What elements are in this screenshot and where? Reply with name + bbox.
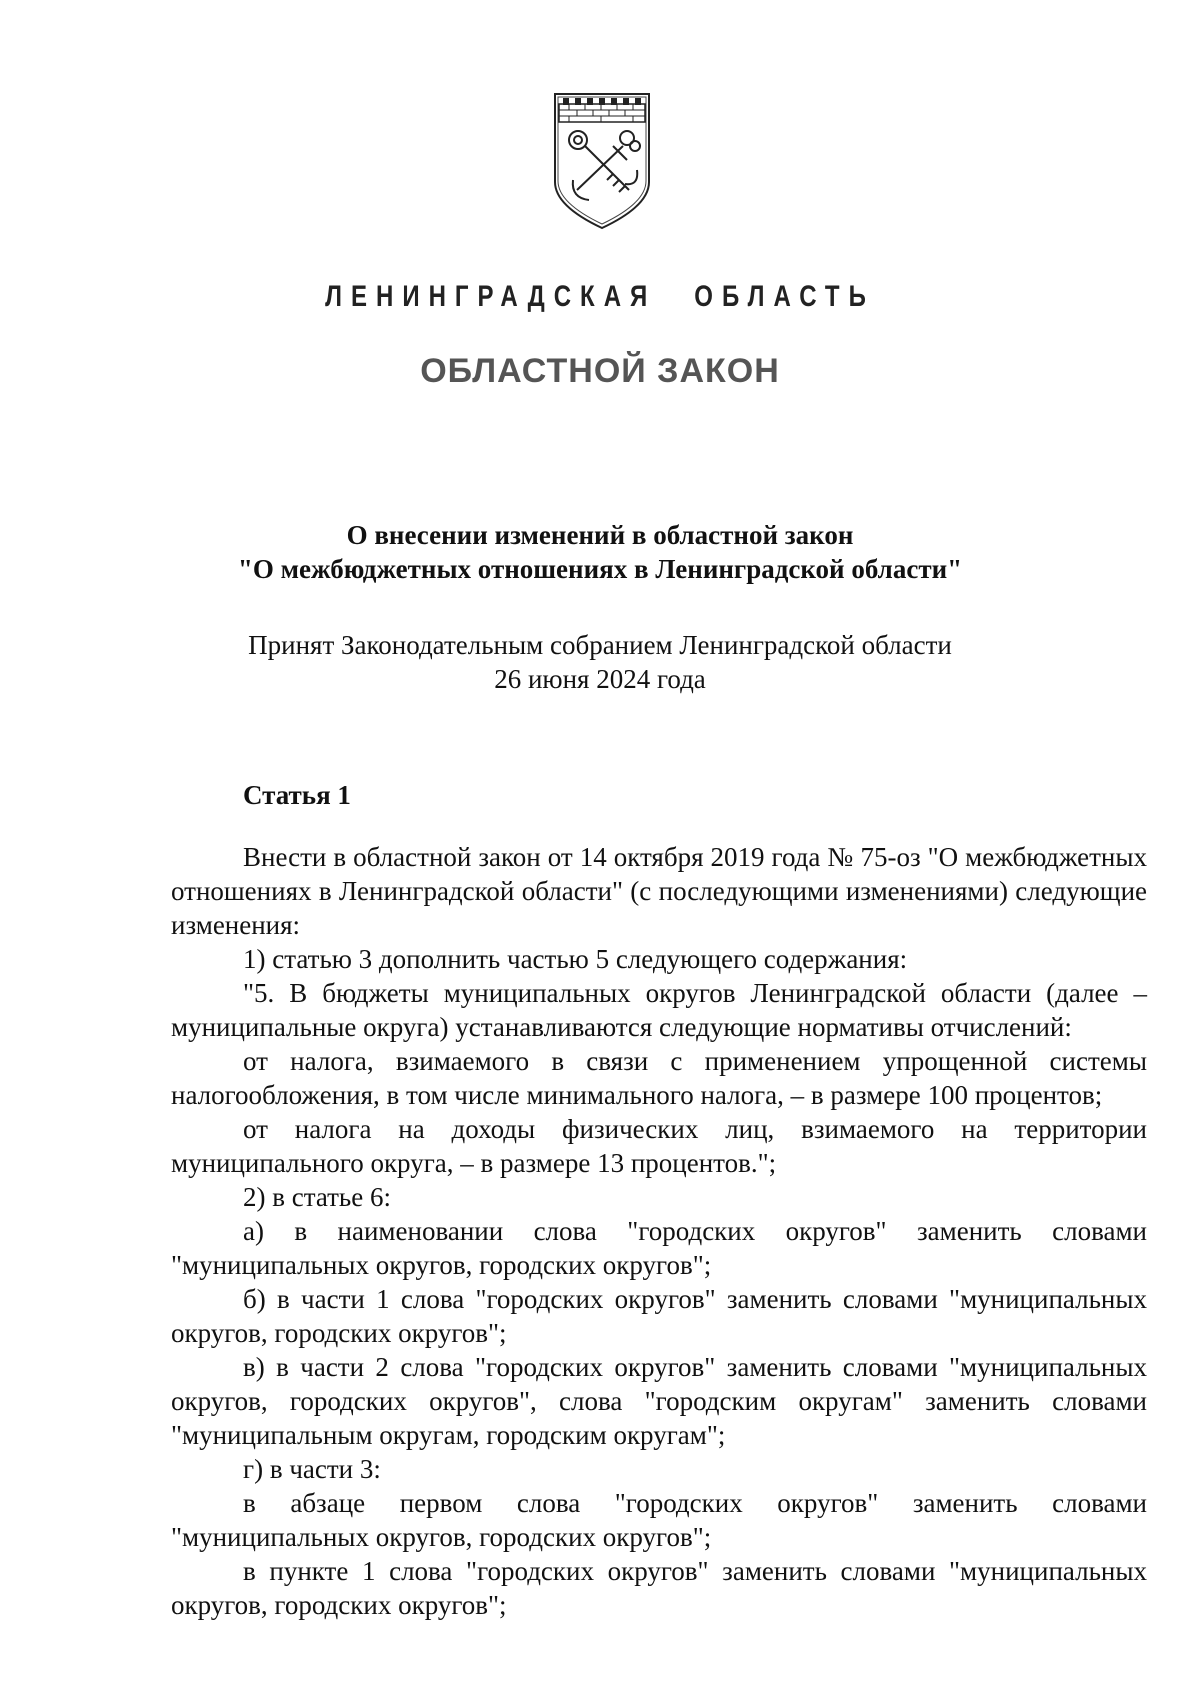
adoption-note <box>0 628 1200 696</box>
region-name <box>0 280 1200 315</box>
law-title-line2: "О межбюджетных отношениях в Ленинградской области" <box>237 554 963 584</box>
paragraph: в абзаце первом слова "городских округов" заменить словами "муниципальных округов, городских округов"; <box>171 1488 1147 1552</box>
document-type: ОБЛАСТНОЙ ЗАКОН <box>420 352 780 390</box>
coat-of-arms-icon <box>551 90 653 232</box>
paragraph: в) в части 2 слова "городских округов" заменить словами "муниципальных округов, городских округов", слова "городским округам" заменить словами "муниципальным округам, городским округам"; <box>171 1352 1147 1450</box>
paragraph: а) в наименовании слова "городских округов" заменить словами "муниципальных округов, городских округов"; <box>171 1216 1147 1280</box>
article-heading: Статья 1 <box>243 780 351 810</box>
region-name-word1: ЛЕНИНГРАДСКАЯ <box>325 279 657 314</box>
region-name-word2: ОБЛАСТЬ <box>694 279 875 314</box>
paragraph: в пункте 1 слова "городских округов" заменить словами "муниципальных округов, городских округов"; <box>171 1556 1147 1620</box>
paragraph: "5. В бюджеты муниципальных округов Ленинградской области (далее – муниципальные округа) устанавливаются следующие нормативы отчислений: <box>171 978 1147 1042</box>
paragraph: от налога, взимаемого в связи с применением упрощенной системы налогообложения, в том числе минимального налога, – в размере 100 процентов; <box>171 1046 1147 1110</box>
law-title <box>0 518 1200 586</box>
paragraph: б) в части 1 слова "городских округов" заменить словами "муниципальных округов, городских округов"; <box>171 1284 1147 1348</box>
adoption-date: 26 июня 2024 года <box>494 664 706 694</box>
paragraph: 1) статью 3 дополнить частью 5 следующего содержания: <box>243 944 908 974</box>
paragraph: от налога на доходы физических лиц, взимаемого на территории муниципального округа, – в размере 13 процентов."; <box>171 1114 1147 1178</box>
paragraph: г) в части 3: <box>243 1454 381 1484</box>
law-title-line1: О внесении изменений в областной закон <box>346 520 854 550</box>
adoption-note-line1: Принят Законодательным собранием Ленинградской области <box>248 630 952 660</box>
paragraph: Внести в областной закон от 14 октября 2019 года № 75-оз "О межбюджетных отношениях в Ленинградской области" (с последующими изменениями) следующие изменения: <box>171 842 1147 940</box>
paragraph: 2) в статье 6: <box>243 1182 391 1212</box>
article-body <box>171 840 1147 1622</box>
